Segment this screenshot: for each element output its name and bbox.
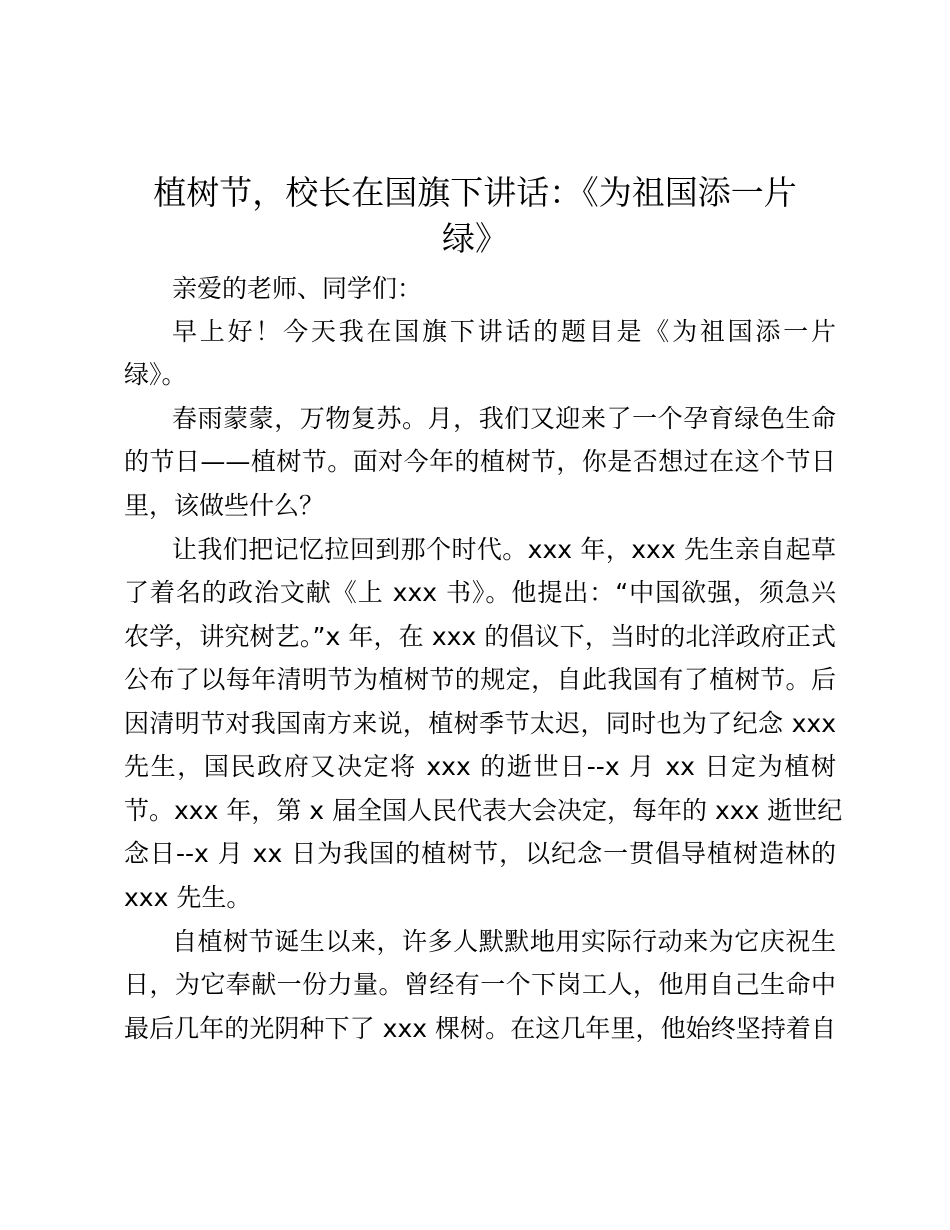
salutation: 亲爱的老师、同学们：	[172, 274, 423, 303]
paragraph-3-line-3: 农学，讲究树艺。”x 年，在 xxx 的倡议下，当时的北洋政府正式	[124, 622, 836, 651]
paragraph-1-line-2: 绿》。	[124, 360, 187, 389]
paragraph-3-line-8: 念日--x 月 xx 日为我国的植树节，以纪念一贯倡导植树造林的	[124, 839, 836, 868]
paragraph-3-line-7: 节。xxx 年，第 x 届全国人民代表大会决定，每年的 xxx 逝世纪	[124, 796, 843, 825]
paragraph-3-line-1: 让我们把记忆拉回到那个时代。xxx 年，xxx 先生亲自起草	[172, 535, 836, 564]
paragraph-2-line-2: 的节日——植树节。面对今年的植树节，你是否想过在这个节日	[124, 447, 836, 476]
title-line-1: 植树节，校长在国旗下讲话：《为祖国添一片	[153, 173, 797, 212]
paragraph-4-line-2: 日，为它奉献一份力量。曾经有一个下岗工人，他用自己生命中	[124, 970, 836, 999]
paragraph-3-line-6: 先生，国民政府又决定将 xxx 的逝世日--x 月 xx 日定为植树	[124, 752, 836, 781]
paragraph-4-line-3: 最后几年的光阴种下了 xxx 棵树。在这几年里，他始终坚持着自	[124, 1014, 836, 1043]
paragraph-2-line-1: 春雨蒙蒙，万物复苏。月，我们又迎来了一个孕育绿色生命	[172, 404, 836, 433]
paragraph-4-line-1: 自植树节诞生以来，许多人默默地用实际行动来为它庆祝生	[172, 927, 836, 956]
paragraph-1-line-1: 早上好！今天我在国旗下讲话的题目是《为祖国添一片	[172, 317, 836, 346]
paragraph-3-line-4: 公布了以每年清明节为植树节的规定，自此我国有了植树节。后	[124, 665, 836, 694]
paragraph-3-line-9: xxx 先生。	[124, 883, 252, 912]
paragraph-3-line-2: 了着名的政治文献《上 xxx 书》。他提出：“中国欲强，须急兴	[124, 578, 836, 607]
title-line-2: 绿》	[442, 219, 508, 258]
document-title	[118, 170, 832, 262]
paragraph-2-line-3: 里，该做些什么？	[124, 491, 325, 520]
paragraph-3-line-5: 因清明节对我国南方来说，植树季节太迟，同时也为了纪念 xxx	[124, 709, 836, 738]
